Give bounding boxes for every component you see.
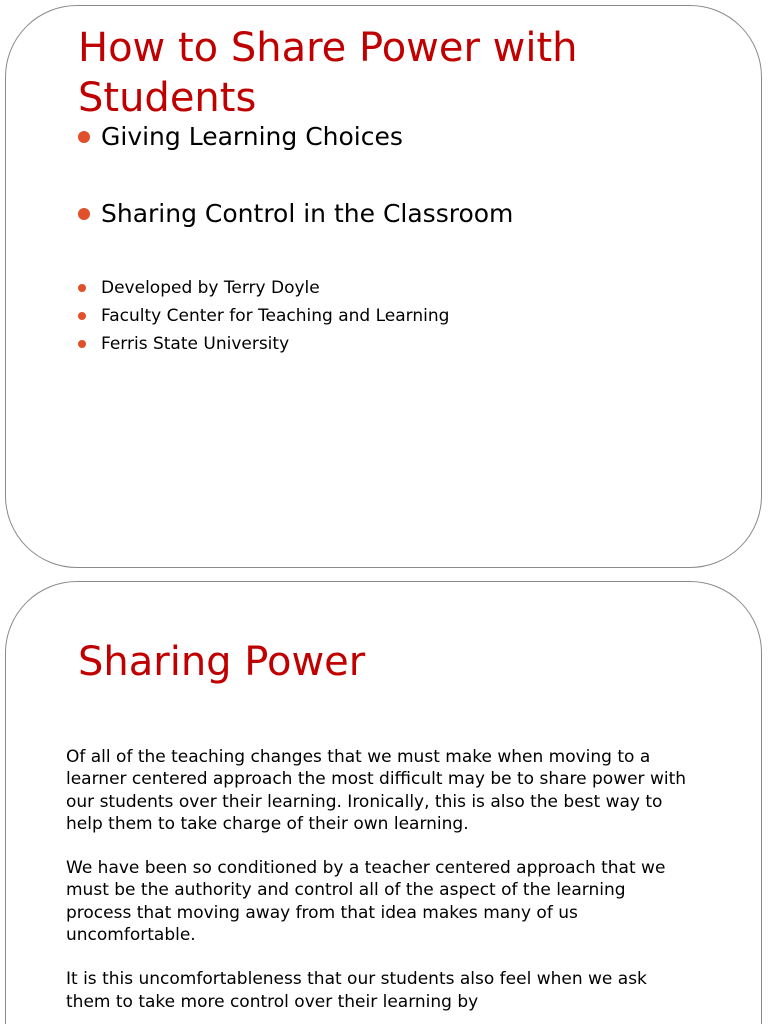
slide-2 [5,581,762,1024]
bullet-text: Developed by Terry Doyle [101,278,320,298]
bullet-item-center [78,302,449,330]
bullet-dot-icon [78,340,86,348]
bullet-dot-icon [78,312,86,320]
slide-body-text [66,746,686,1024]
bullet-dot-icon [78,284,86,292]
bullet-text: Giving Learning Choices [101,122,403,151]
bullet-text: Sharing Control in the Classroom [101,199,514,228]
main-bullet-list [78,119,513,232]
bullet-text: Faculty Center for Teaching and Learning [101,306,450,326]
slide-1 [5,5,762,568]
bullet-item-university [78,330,449,358]
paragraph: It is this uncomfortableness that our students also feel when we ask them to take more control over their learning by [66,969,647,1012]
slide-title: How to Share Power with Students [78,25,578,121]
bullet-item-learning-choices [78,119,513,155]
bullet-dot-icon [78,131,90,143]
bullet-text: Ferris State University [101,334,290,354]
bullet-item-author [78,274,449,302]
bullet-item-sharing-control [78,196,513,232]
paragraph: We have been so conditioned by a teacher centered approach that we must be the authority and control all of the aspect of the learning process that moving away from that idea makes many of us uncomfortable. [66,858,666,946]
credits-bullet-list [78,274,449,358]
slide-title: Sharing Power [78,639,366,685]
bullet-dot-icon [78,208,90,220]
paragraph: Of all of the teaching changes that we must make when moving to a learner centered approach the most difficult may be to share power with our students over their learning. Ironically, this is also the best way to help them to take charge of their own learning. [66,747,687,834]
